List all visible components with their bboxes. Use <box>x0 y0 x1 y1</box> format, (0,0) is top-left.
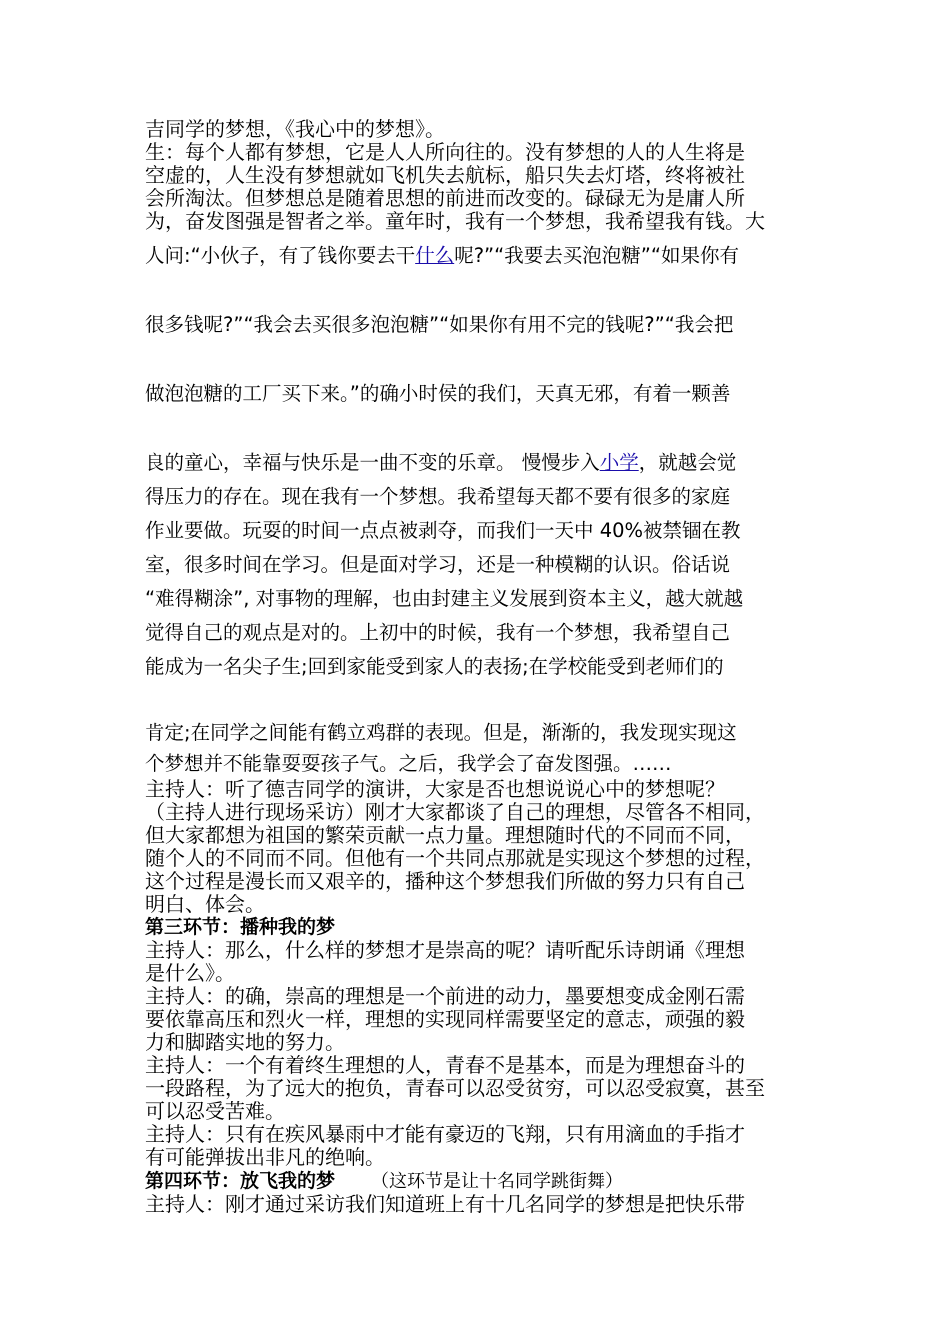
section-heading-4: 第四环节：放飞我的梦 <box>145 1170 336 1192</box>
link-xiaoxue[interactable]: 小学 <box>599 451 639 474</box>
text-segment: ，就越会觉 <box>638 451 737 474</box>
text-segment: 良的童心，幸福与快乐是一曲不变的乐章。 慢慢步入 <box>145 451 600 474</box>
text-line: 很多钱呢?”“我会去买很多泡泡糖”“如果你有用不完的钱呢?”“我会把 <box>145 313 734 336</box>
text-line: 能成为一名尖子生;回到家能受到家人的表扬;在学校能受到老师们的 <box>145 655 724 678</box>
text-line: 随个人的不同而不同。但他有一个共同点那就是实现这个梦想的过程， <box>145 846 765 870</box>
text-line: 主持人：听了德吉同学的演讲，大家是否也想说说心中的梦想呢？ <box>145 777 725 801</box>
text-line: 得压力的存在。现在我有一个梦想。我希望每天都不要有很多的家庭 <box>145 485 731 508</box>
text-line: 主持人：的确，崇高的理想是一个前进的动力，墨要想变成金刚石需 <box>145 984 745 1008</box>
text-line: 觉得自己的观点是对的。上初中的时候，我有一个梦想，我希望自己 <box>145 621 731 644</box>
text-line: 个梦想并不能靠耍耍孩子气。之后，我学会了奋发图强。…… <box>145 752 672 775</box>
text-line: 做泡泡糖的工厂买下来。”的确小时侯的我们，天真无邪，有着一颗善 <box>145 382 731 405</box>
text-line: 生：每个人都有梦想，它是人人所向往的。没有梦想的人的人生将是 <box>145 140 745 164</box>
text-line: 吉同学的梦想，《我心中的梦想》。 <box>145 117 445 141</box>
text-line: 室，很多时间在学习。但是面对学习，还是一种模糊的认识。俗话说 <box>145 553 731 576</box>
document-page <box>145 118 817 1216</box>
text-line: 空虚的，人生没有梦想就如飞机失去航标，船只失去灯塔，终将被社 <box>145 163 745 187</box>
text-line: 明白、体会。 <box>145 892 265 916</box>
text-line: 为，奋发图强是智者之举。童年时，我有一个梦想，我希望我有钱。大 <box>145 209 765 233</box>
text-line: “难得糊涂”, 对事物的理解，也由封建主义发展到资本主义，越大就越 <box>145 587 744 610</box>
text-line: 主持人：刚才通过采访我们知道班上有十几名同学的梦想是把快乐带 <box>145 1192 745 1216</box>
text-line: 力和脚踏实地的努力。 <box>145 1030 345 1054</box>
text-line: 要依靠高压和烈火一样，理想的实现同样需要坚定的意志，顽强的毅 <box>145 1007 745 1031</box>
text-line: 但大家都想为祖国的繁荣贡献一点力量。理想随时代的不同而不同， <box>145 823 745 847</box>
text-line: 作业要做。玩耍的时间一点点被剥夺，而我们一天中 40%被禁锢在教 <box>145 519 741 542</box>
text-line: 是什么》。 <box>145 961 235 985</box>
text-line: 主持人：只有在疾风暴雨中才能有豪迈的飞翔，只有用滴血的手指才 <box>145 1122 745 1146</box>
link-shenme[interactable]: 什么 <box>415 244 455 267</box>
text-line: 有可能弹拔出非凡的绝响。 <box>145 1145 385 1169</box>
text-line: 可以忍受苦难。 <box>145 1099 285 1123</box>
section-heading-3: 第三环节：播种我的梦 <box>145 916 336 938</box>
text-line: 这个过程是漫长而又艰辛的，播种这个梦想我们所做的努力只有自己 <box>145 869 745 893</box>
section-heading-4-line <box>145 1169 817 1193</box>
text-line: 主持人：一个有着终生理想的人，青春不是基本，而是为理想奋斗的 <box>145 1053 745 1077</box>
text-segment: 人问:“小伙子，有了钱你要去干 <box>145 244 416 267</box>
text-line: 主持人：那么，什么样的梦想才是崇高的呢？请听配乐诗朗诵《理想 <box>145 938 745 962</box>
text-line: （主持人进行现场采访）刚才大家都谈了自己的理想，尽管各不相同， <box>145 800 765 824</box>
text-segment: 呢?”“我要去买泡泡糖”“如果你有 <box>454 244 739 267</box>
text-line: 会所淘汰。但梦想总是随着思想的前进而改变的。碌碌无为是庸人所 <box>145 186 745 210</box>
section-note: （这环节是让十名同学跳街舞） <box>371 1171 624 1192</box>
text-line: 肯定;在同学之间能有鹤立鸡群的表现。但是，渐渐的，我发现实现这 <box>145 721 737 744</box>
text-line <box>145 446 817 480</box>
text-line: 一段路程，为了远大的抱负，青春可以忍受贫穷，可以忍受寂寞，甚至 <box>145 1076 765 1100</box>
text-line <box>145 239 817 273</box>
